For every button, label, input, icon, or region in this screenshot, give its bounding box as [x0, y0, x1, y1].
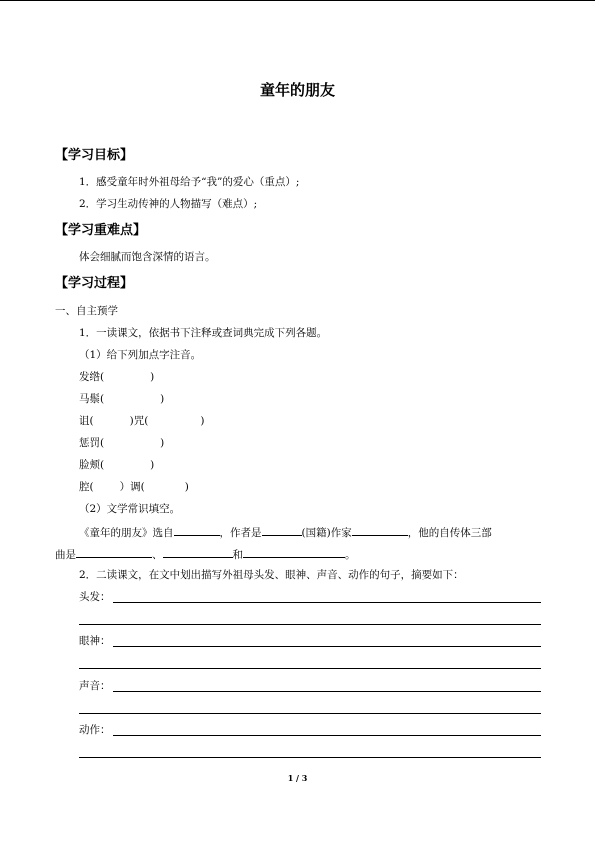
blank-trilogy-1[interactable] — [76, 546, 152, 558]
objective-item: 2．学习生动传神的人物描写（难点）; — [79, 198, 258, 210]
answer-line-voice[interactable] — [113, 691, 541, 692]
label-voice: 声音： — [79, 680, 111, 692]
literature-line-2: 曲是 、 和 。 — [55, 546, 356, 562]
pinyin-item-2: 马鬃( ) — [79, 393, 165, 405]
pinyin-item-3: 诅( )咒( ) — [79, 415, 205, 427]
blank-source[interactable] — [174, 524, 220, 536]
key-points-heading: 【学习重难点】 — [55, 223, 147, 238]
label-action: 动作： — [79, 724, 111, 736]
blank-writer[interactable] — [352, 524, 408, 536]
page-title: 童年的朋友 — [259, 81, 335, 99]
question-1-sub1: （1）给下列加点字注音。 — [79, 349, 202, 361]
page-number: 1 / 3 — [287, 773, 308, 783]
objectives-heading: 【学习目标】 — [55, 148, 134, 163]
part-1-heading: 一、自主预学 — [55, 305, 118, 317]
question-2: 2．二读课文，在文中划出描写外祖母头发、眼神、声音、动作的句子，摘要如下： — [79, 569, 464, 581]
pinyin-item-4: 惩罚( ) — [79, 437, 165, 449]
blank-trilogy-2[interactable] — [163, 546, 233, 558]
answer-line-eyes[interactable] — [113, 646, 541, 647]
literature-line-1: 《童年的朋友》选自 ，作者是 (国籍)作家 ，他的自传体三部 — [79, 524, 492, 540]
process-heading: 【学习过程】 — [55, 276, 134, 291]
label-eyes: 眼神： — [79, 635, 111, 647]
answer-line-voice-2[interactable] — [79, 713, 541, 714]
question-1: 1．一读课文，依据书下注释或查词典完成下列各题。 — [79, 327, 328, 339]
objective-item: 1．感受童年时外祖母给予“我”的爱心（重点）; — [79, 176, 300, 188]
blank-trilogy-3[interactable] — [243, 546, 345, 558]
top-border — [0, 0, 595, 1]
answer-line-eyes-2[interactable] — [79, 668, 541, 669]
question-1-sub2: （2）文学常识填空。 — [79, 503, 181, 515]
pinyin-item-1: 发绺( ) — [79, 371, 155, 383]
answer-line-hair[interactable] — [113, 602, 541, 603]
answer-line-action[interactable] — [113, 735, 541, 736]
key-points-text: 体会细腻而饱含深情的语言。 — [79, 251, 216, 263]
pinyin-item-6: 腔( ）调( ) — [79, 481, 189, 493]
label-hair: 头发： — [79, 591, 111, 603]
pinyin-item-5: 脸颊( ) — [79, 459, 155, 471]
answer-line-action-2[interactable] — [79, 757, 541, 758]
answer-line-hair-2[interactable] — [79, 624, 541, 625]
blank-author[interactable] — [262, 524, 302, 536]
